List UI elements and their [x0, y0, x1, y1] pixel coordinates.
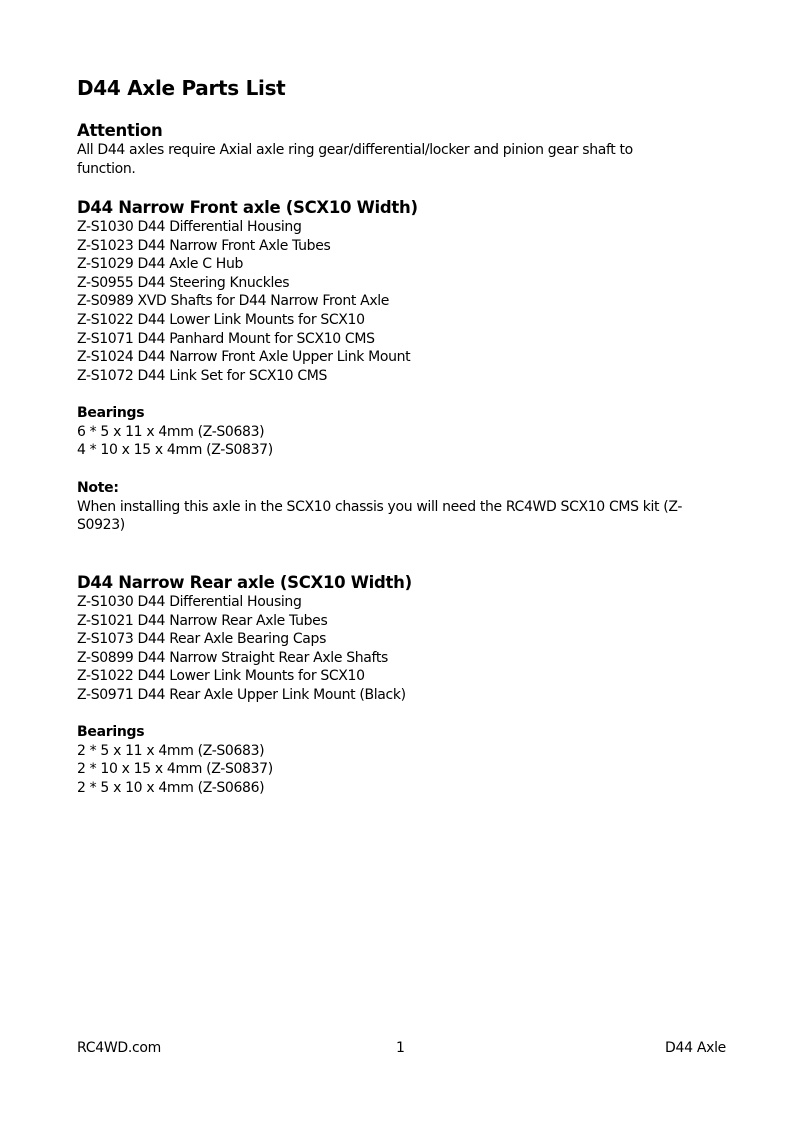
rear-part-item: Z-S1073 D44 Rear Axle Bearing Caps	[77, 631, 327, 648]
front-part-item: Z-S1029 D44 Axle C Hub	[77, 256, 244, 273]
front-part-item: Z-S1022 D44 Lower Link Mounts for SCX10	[77, 311, 365, 328]
note-heading: Note:	[77, 480, 119, 496]
rear-bearing-item: 2 * 5 x 10 x 4mm (Z-S0686)	[77, 779, 265, 796]
rear-bearing-item: 2 * 5 x 11 x 4mm (Z-S0683)	[77, 742, 265, 759]
page-number: 1	[396, 1040, 405, 1056]
front-axle-heading: D44 Narrow Front axle (SCX10 Width)	[77, 198, 418, 217]
note-text: When installing this axle in the SCX10 chassis you will need the RC4WD SCX10 CMS kit (Z-S0923)	[77, 498, 683, 534]
footer-doc-title: D44 Axle	[664, 1040, 726, 1056]
rear-part-item: Z-S1021 D44 Narrow Rear Axle Tubes	[77, 612, 328, 629]
rear-bearings-heading: Bearings	[77, 724, 145, 740]
rear-bearing-item: 2 * 10 x 15 x 4mm (Z-S0837)	[77, 761, 273, 778]
front-axle-section	[77, 198, 727, 385]
front-part-item: Z-S1024 D44 Narrow Front Axle Upper Link Mount	[77, 349, 411, 366]
rear-part-item: Z-S1022 D44 Lower Link Mounts for SCX10	[77, 668, 365, 685]
front-bearings-heading: Bearings	[77, 405, 145, 421]
page-title: D44 Axle Parts List	[77, 76, 286, 100]
attention-heading: Attention	[77, 121, 163, 140]
rear-part-item: Z-S1030 D44 Differential Housing	[77, 594, 302, 610]
rear-part-item: Z-S0971 D44 Rear Axle Upper Link Mount (Black)	[77, 686, 406, 703]
front-bearings-section	[77, 404, 727, 460]
page-footer	[77, 1040, 726, 1060]
rear-axle-heading: D44 Narrow Rear axle (SCX10 Width)	[77, 573, 412, 592]
rear-part-item: Z-S0899 D44 Narrow Straight Rear Axle Shafts	[77, 649, 388, 666]
rear-bearings-section	[77, 723, 727, 797]
front-part-item: Z-S1023 D44 Narrow Front Axle Tubes	[77, 237, 331, 254]
front-bearing-item: 6 * 5 x 11 x 4mm (Z-S0683)	[77, 423, 265, 440]
front-part-item: Z-S0955 D44 Steering Knuckles	[77, 274, 290, 291]
front-part-item: Z-S0989 XVD Shafts for D44 Narrow Front Axle	[77, 293, 390, 310]
attention-section	[77, 121, 727, 178]
front-part-item: Z-S1030 D44 Differential Housing	[77, 219, 302, 235]
front-bearing-item: 4 * 10 x 15 x 4mm (Z-S0837)	[77, 442, 273, 459]
front-part-item: Z-S1071 D44 Panhard Mount for SCX10 CMS	[77, 330, 375, 347]
front-part-item: Z-S1072 D44 Link Set for SCX10 CMS	[77, 367, 328, 384]
footer-site: RC4WD.com	[77, 1040, 161, 1056]
front-note-section	[77, 479, 727, 535]
attention-text: All D44 axles require Axial axle ring gear/differential/locker and pinion gear shaft to function.	[77, 142, 633, 177]
rear-axle-section	[77, 573, 727, 705]
